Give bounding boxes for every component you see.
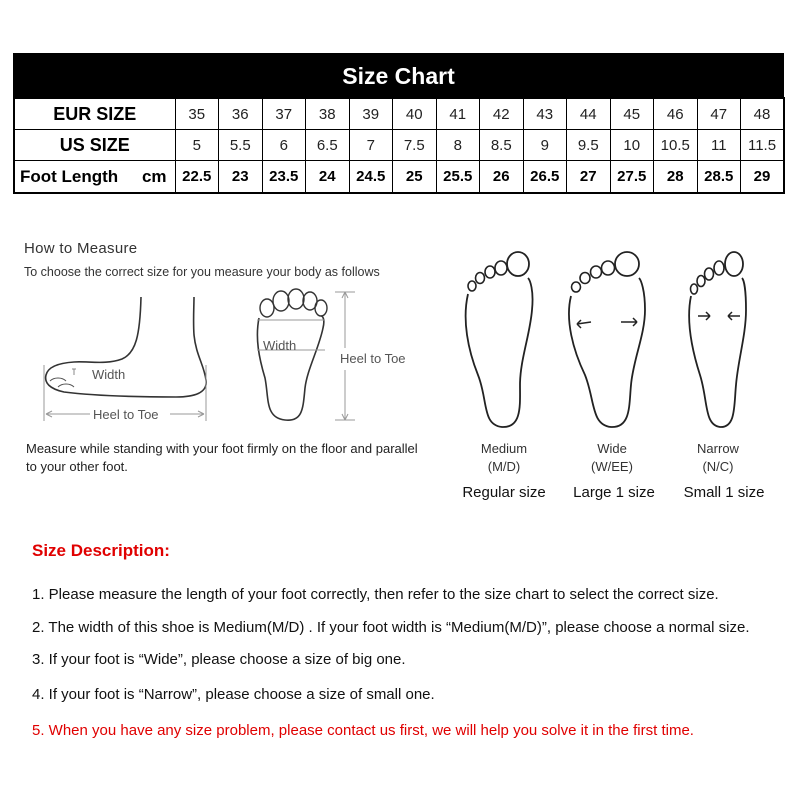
eur-cell: 46: [654, 98, 698, 130]
foot-type-name: Narrow: [697, 441, 739, 456]
eur-cell: 36: [219, 98, 263, 130]
us-cell: 7: [349, 130, 393, 161]
description-line: 4. If your foot is “Narrow”, please choose a size of small one.: [32, 686, 435, 703]
foot-cell: 23: [219, 161, 263, 194]
foot-cell: 24: [306, 161, 350, 194]
foot-type-code: (M/D): [487, 459, 521, 474]
eur-cell: 45: [610, 98, 654, 130]
eur-cell: 41: [436, 98, 480, 130]
us-cell: 11: [697, 130, 741, 161]
foot-type-medium: [462, 440, 546, 476]
eur-cell: 35: [175, 98, 219, 130]
how-to-measure-title: How to Measure: [24, 240, 138, 257]
eur-cell: 42: [480, 98, 524, 130]
foot-type-code: (W/EE): [591, 459, 633, 474]
eur-cell: 40: [393, 98, 437, 130]
foot-length-label: Foot Length: [14, 161, 134, 194]
eur-cell: 43: [523, 98, 567, 130]
us-cell: 10.5: [654, 130, 698, 161]
foot-cell: 22.5: [175, 161, 219, 194]
side-foot-illustration: [36, 295, 216, 425]
foot-cell: 25: [393, 161, 437, 194]
foot-type-name: Wide: [597, 441, 627, 456]
foot-cell: 23.5: [262, 161, 306, 194]
foot-length-row: [14, 161, 784, 194]
size-chart: [13, 53, 784, 194]
foot-cell: 24.5: [349, 161, 393, 194]
description-line: 2. The width of this shoe is Medium(M/D) . If your foot width is “Medium(M/D)”, please choose a normal size.: [32, 619, 750, 636]
side-heel-to-toe-label: Heel to Toe: [93, 407, 159, 422]
foot-type-wide: [570, 440, 654, 476]
us-cell: 9.5: [567, 130, 611, 161]
us-size-label: US SIZE: [14, 130, 175, 161]
size-hint-large: Large 1 size: [573, 484, 655, 501]
foot-length-unit: cm: [134, 161, 175, 194]
eur-cell: 37: [262, 98, 306, 130]
foot-cell: 27: [567, 161, 611, 194]
description-line: 1. Please measure the length of your foot correctly, then refer to the size chart to select the correct size.: [32, 586, 719, 603]
size-hint-regular: Regular size: [462, 484, 546, 501]
us-cell: 8: [436, 130, 480, 161]
size-hint-small: Small 1 size: [683, 484, 765, 501]
wide-foot-icon: [565, 250, 649, 430]
eur-cell: 48: [741, 98, 785, 130]
narrow-foot-icon: [682, 250, 752, 430]
eur-size-row: [14, 98, 784, 130]
foot-cell: 29: [741, 161, 785, 194]
us-cell: 11.5: [741, 130, 785, 161]
us-cell: 5.5: [219, 130, 263, 161]
medium-foot-icon: [458, 250, 536, 430]
size-description-title: Size Description:: [32, 541, 170, 560]
eur-cell: 44: [567, 98, 611, 130]
how-to-measure-subtitle: To choose the correct size for you measure your body as follows: [24, 265, 380, 279]
foot-cell: 27.5: [610, 161, 654, 194]
side-width-label: Width: [92, 367, 126, 382]
us-cell: 8.5: [480, 130, 524, 161]
size-table: [13, 97, 785, 194]
foot-type-code: (N/C): [702, 459, 734, 474]
description-line-contact: 5. When you have any size problem, please contact us first, we will help you solve it in the first time.: [32, 722, 694, 739]
eur-size-label: EUR SIZE: [14, 98, 175, 130]
top-heel-to-toe-label: Heel to Toe: [340, 351, 406, 366]
foot-cell: 25.5: [436, 161, 480, 194]
us-cell: 9: [523, 130, 567, 161]
us-cell: 6: [262, 130, 306, 161]
size-chart-title: Size Chart: [13, 53, 784, 97]
us-size-row: [14, 130, 784, 161]
eur-cell: 39: [349, 98, 393, 130]
us-cell: 10: [610, 130, 654, 161]
measure-instruction: Measure while standing with your foot firmly on the floor and parallel to your other foot.: [26, 441, 418, 474]
foot-cell: 28: [654, 161, 698, 194]
description-line: 3. If your foot is “Wide”, please choose a size of big one.: [32, 651, 406, 668]
us-cell: 7.5: [393, 130, 437, 161]
foot-type-name: Medium: [480, 441, 528, 456]
foot-cell: 26.5: [523, 161, 567, 194]
foot-type-narrow: [676, 440, 760, 476]
us-cell: 5: [175, 130, 219, 161]
us-cell: 6.5: [306, 130, 350, 161]
top-width-label: Width: [263, 338, 297, 353]
eur-cell: 47: [697, 98, 741, 130]
eur-cell: 38: [306, 98, 350, 130]
foot-cell: 26: [480, 161, 524, 194]
foot-cell: 28.5: [697, 161, 741, 194]
